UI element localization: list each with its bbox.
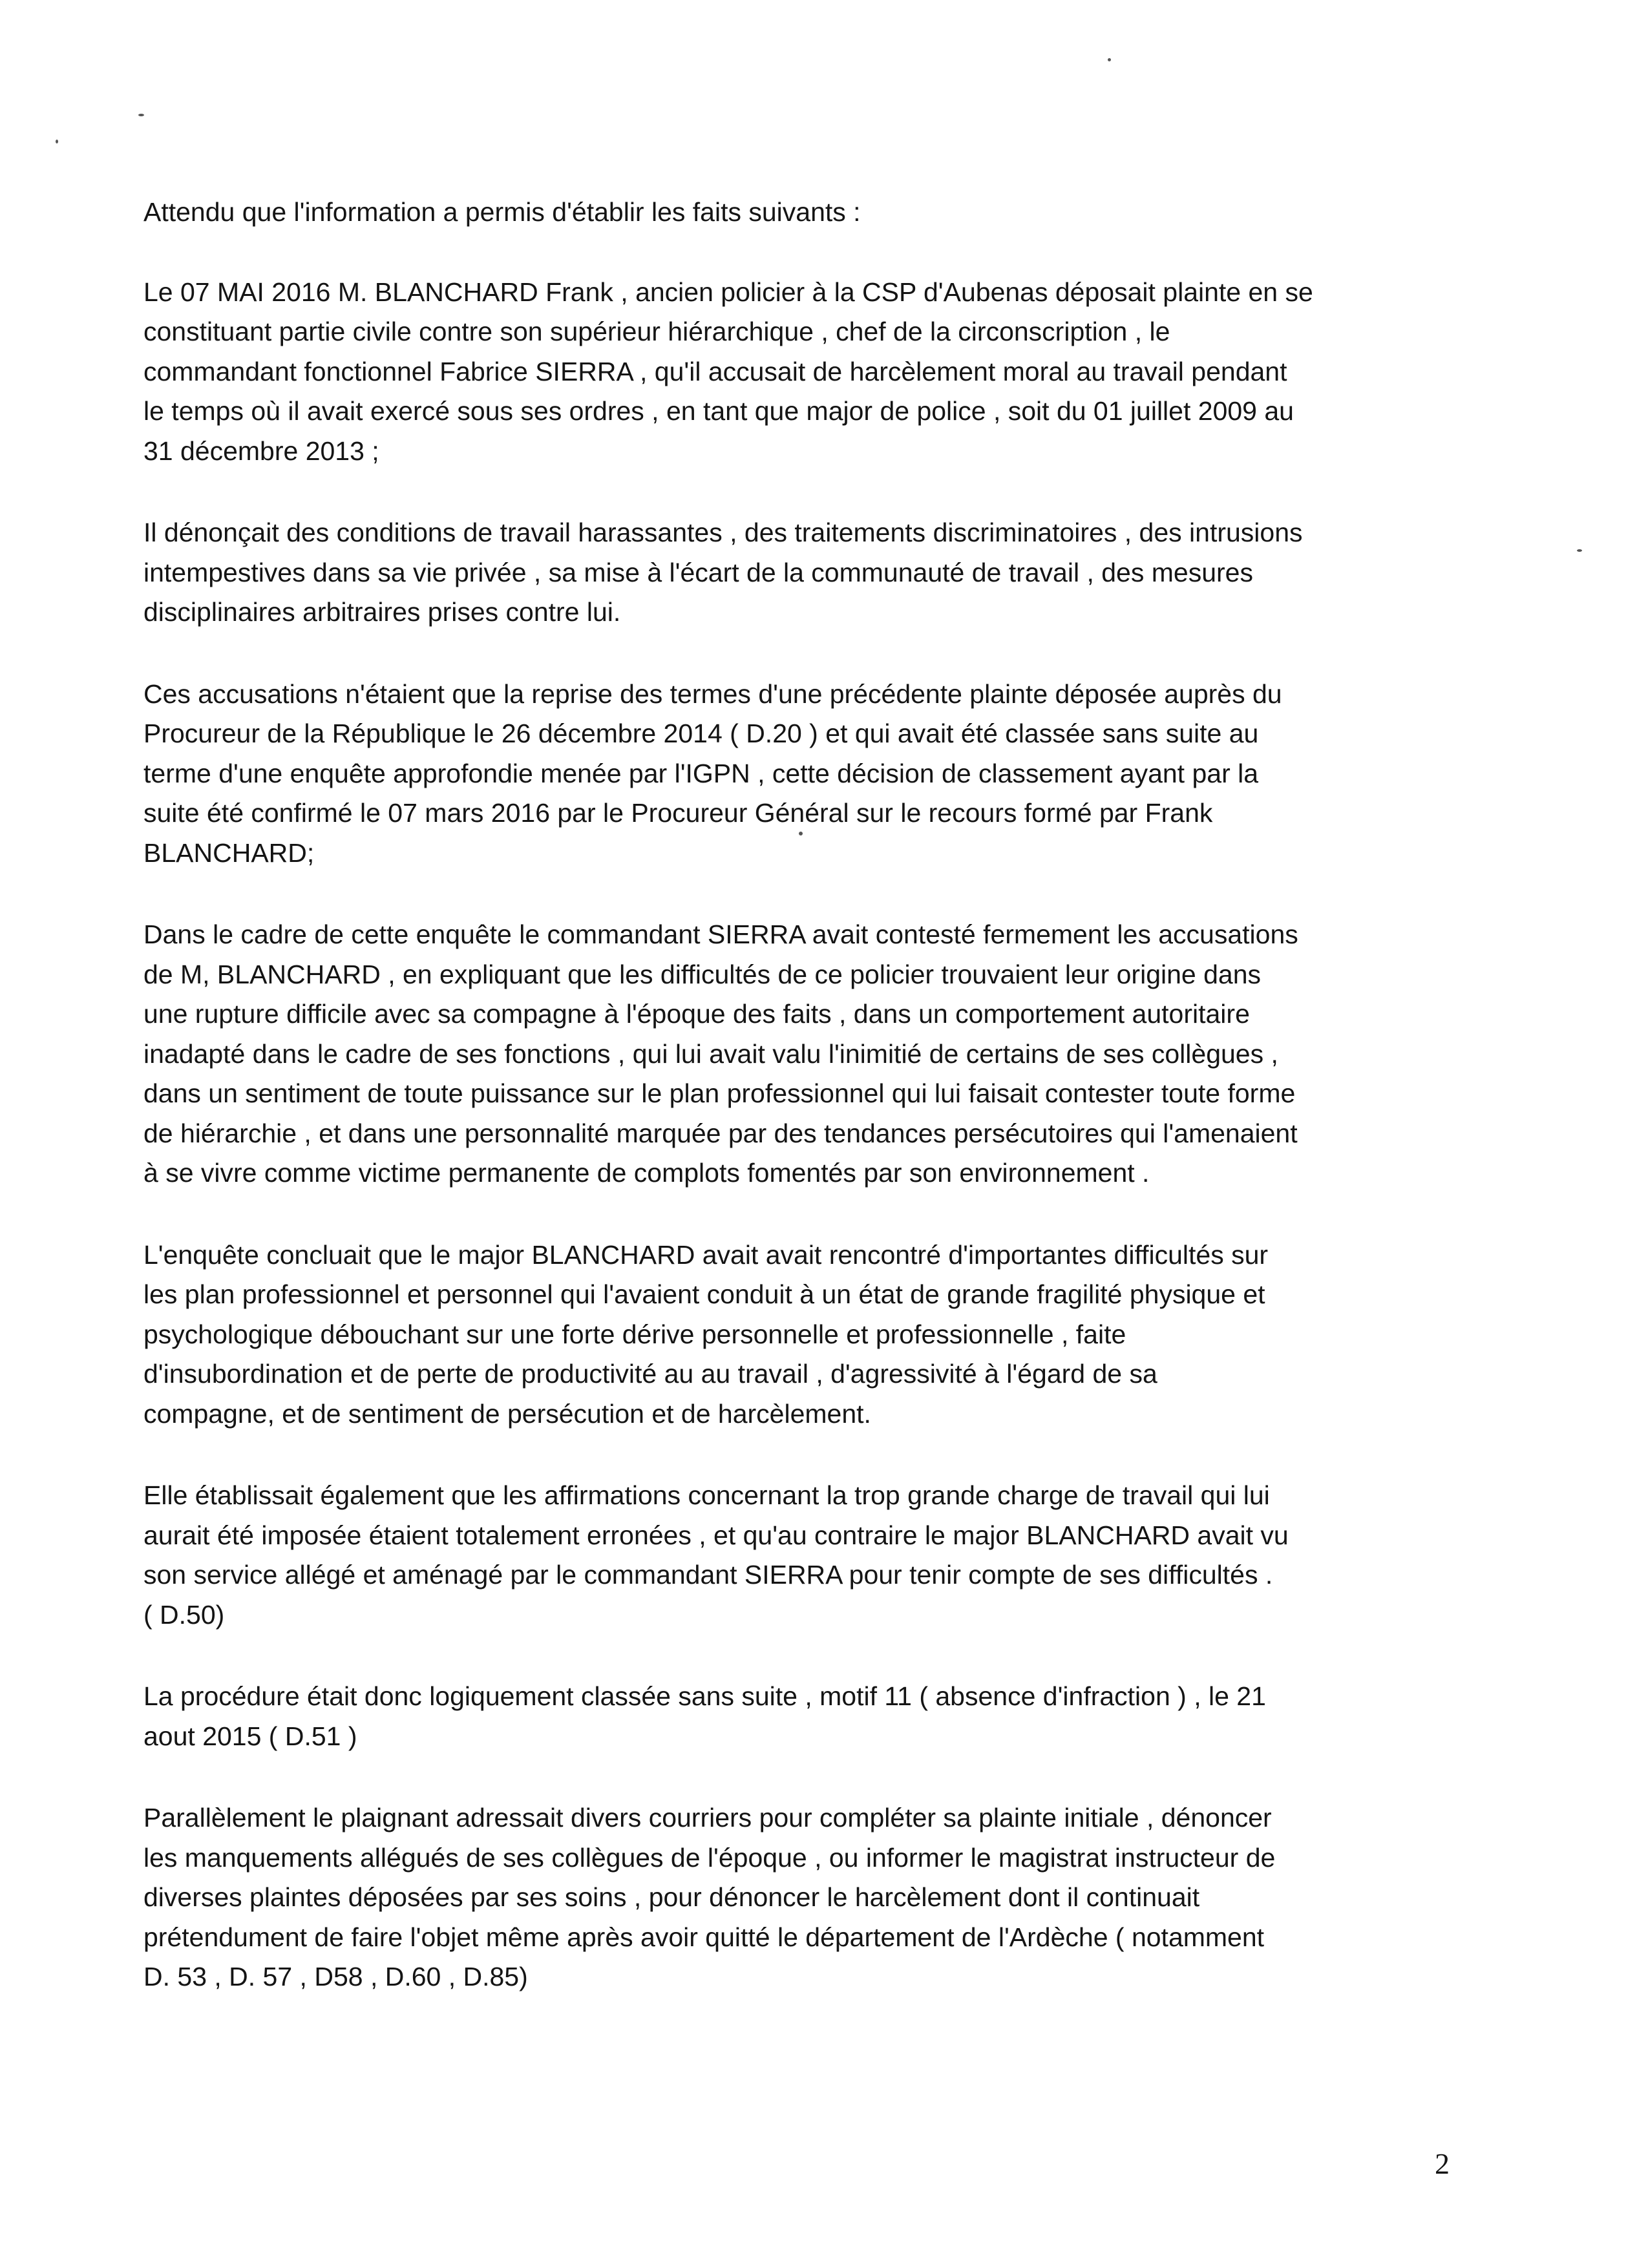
page-number: 2 [1435,2147,1450,2180]
paragraph-intro [143,193,1453,233]
text-line: suite été confirmé le 07 mars 2016 par le Procureur Général sur le recours formé par Frank [143,798,1213,828]
text-line: terme d'une enquête approfondie menée par l'IGPN , cette décision de classement ayant par la [143,758,1259,788]
text-line: les manquements allégués de ses collègues de l'époque , ou informer le magistrat instructeur de [143,1842,1276,1873]
text-line: à se vivre comme victime permanente de complots fomentés par son environnement . [143,1158,1150,1188]
paragraph-denunciation [143,513,1453,633]
text-line: commandant fonctionnel Fabrice SIERRA , qu'il accusait de harcèlement moral au travail pendant [143,356,1287,386]
text-line: L'enquête concluait que le major BLANCHARD avait avait rencontré d'importantes difficultés sur [143,1239,1269,1270]
text-line: 31 décembre 2013 ; [143,436,379,466]
text-line: compagne, et de sentiment de persécution et de harcèlement. [143,1398,871,1429]
text-line: de M, BLANCHARD , en expliquant que les difficultés de ce policier trouvaient leur origine dans [143,959,1262,989]
paragraph-dismissal [143,1677,1453,1756]
text-line: les plan professionnel et personnel qui l'avaient conduit à un état de grande fragilité physique et [143,1279,1265,1309]
text-line: diverses plaintes déposées par ses soins , pour dénoncer le harcèlement dont il continuait [143,1882,1200,1912]
text-line: une rupture difficile avec sa compagne à l'époque des faits , dans un comportement autoritaire [143,999,1250,1029]
text-line: Attendu que l'information a permis d'établir les faits suivants : [143,197,861,227]
text-line: Parallèlement le plaignant adressait divers courriers pour compléter sa plainte initiale , dénoncer [143,1803,1272,1832]
text-line: constituant partie civile contre son supérieur hiérarchique , chef de la circonscription , le [143,317,1170,346]
scan-speck [1577,549,1582,552]
text-line: intempestives dans sa vie privée , sa mise à l'écart de la communauté de travail , des mesures [143,557,1253,587]
text-line: ( D.50) [143,1599,225,1630]
paragraph-sierra-response [143,915,1453,1193]
text-line: La procédure était donc logiquement classée sans suite , motif 11 ( absence d'infraction ) , le 21 [143,1681,1266,1711]
scan-speck [1108,58,1111,61]
paragraph-previous-complaint [143,675,1453,874]
text-line: Procureur de la République le 26 décembre 2014 ( D.20 ) et qui avait été classée sans suite au [143,719,1259,748]
paragraph-investigation-conclusion [143,1235,1453,1434]
text-line: de hiérarchie , et dans une personnalité marquée par des tendances persécutoires qui l'amenaient [143,1118,1298,1148]
paragraph-letters [143,1798,1453,1997]
text-line: Dans le cadre de cette enquête le commandant SIERRA avait contesté fermement les accusations [143,919,1298,949]
text-line: Le 07 MAI 2016 M. BLANCHARD Frank , ancien policier à la CSP d'Aubenas déposait plainte en se [143,277,1313,307]
text-line: le temps où il avait exercé sous ses ordres , en tant que major de police , soit du 01 juillet 2009 au [143,396,1294,426]
text-line: BLANCHARD; [143,837,315,868]
scan-speck [138,114,144,116]
paragraph-complaint [143,273,1453,472]
text-line: dans un sentiment de toute puissance sur le plan professionnel qui lui faisait contester toute forme [143,1078,1296,1108]
text-line: Elle établissait également que les affirmations concernant la trop grande charge de travail qui lui [143,1480,1270,1510]
text-line: Il dénonçait des conditions de travail harassantes , des traitements discriminatoires , des intrusions [143,518,1303,547]
document-body [143,193,1453,2039]
text-line: son service allégé et aménagé par le commandant SIERRA pour tenir compte de ses difficultés . [143,1560,1273,1590]
text-line: d'insubordination et de perte de productivité au au travail , d'agressivité à l'égard de sa [143,1359,1157,1389]
text-line: inadapté dans le cadre de ses fonctions , qui lui avait valu l'inimitié de certains de ses collègues , [143,1038,1278,1069]
text-line: prétendument de faire l'objet même après avoir quitté le département de l'Ardèche ( notamment [143,1922,1265,1952]
text-line: psychologique débouchant sur une forte dérive personnelle et professionnelle , faite [143,1319,1126,1349]
text-line: aurait été imposée étaient totalement erronées , et qu'au contraire le major BLANCHARD avait vu [143,1520,1289,1550]
text-line: aout 2015 ( D.51 ) [143,1721,357,1751]
scan-speck [56,140,58,143]
text-line: Ces accusations n'étaient que la reprise des termes d'une précédente plainte déposée auprès du [143,678,1282,709]
text-line: D. 53 , D. 57 , D58 , D.60 , D.85) [143,1962,528,1991]
paragraph-workload [143,1476,1453,1635]
text-line: disciplinaires arbitraires prises contre lui. [143,597,621,627]
